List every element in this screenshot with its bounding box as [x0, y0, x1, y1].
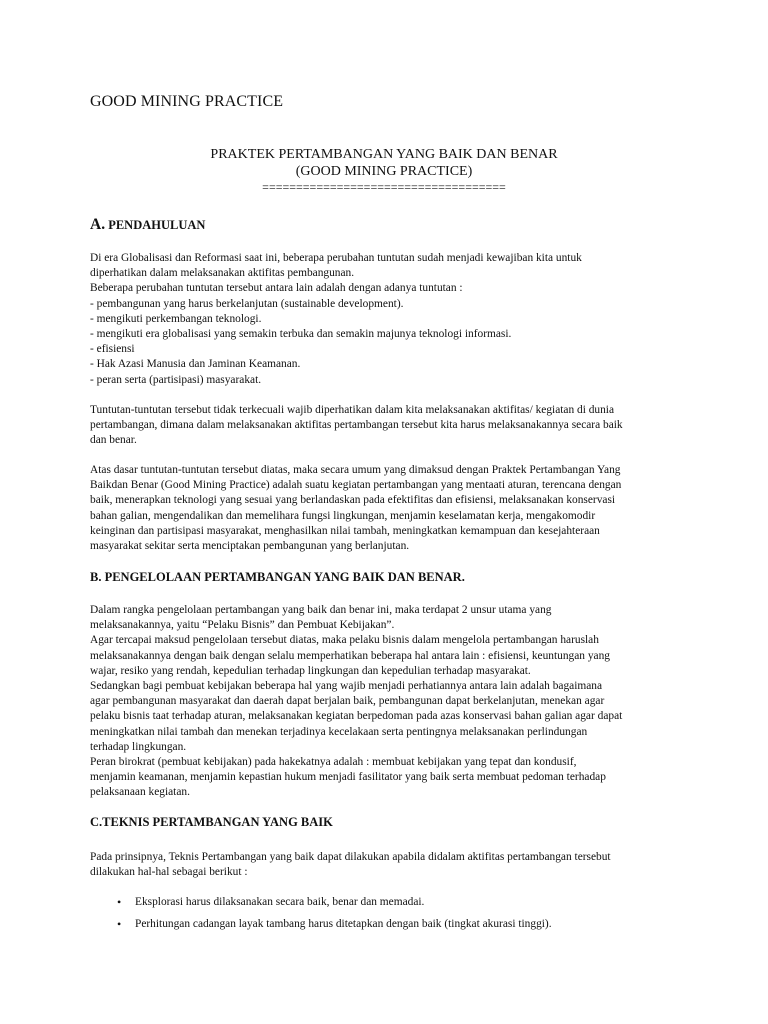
list-item: • Perhitungan cadangan layak tambang harus ditetapkan dengan baik (tingkat akurasi tinggi). — [90, 917, 690, 932]
text-line: melaksanakannya dengan baik dengan selalu memperhatikan beberapa hal antara lain : efisiensi, keuntungan yang — [90, 649, 610, 662]
text-line: menjamin keamanan, menjamin kepastian hukum menjadi fasilitator yang baik serta membuat pedoman terhadap — [90, 771, 606, 784]
text-line: Atas dasar tuntutan-tuntutan tersebut diatas, maka secara umum yang dimaksud dengan Praktek Pertambangan Yang — [90, 464, 621, 476]
text-line: Peran birokrat (pembuat kebijakan) pada hakekatnya adalah : membuat kebijakan yang tepat dan kondusif, — [90, 756, 577, 769]
section-a-heading — [90, 216, 205, 234]
list-item: • Eksplorasi harus dilaksanakan secara baik, benar dan memadai. — [90, 895, 690, 910]
text-line: agar pembangunan masyarakat dan daerah dapat berjalan baik, pembangunan dapat berkelanjutan, menekan agar — [90, 695, 605, 708]
text-line: pertambangan, dimana dalam melaksanakan aktifitas pertambangan tersebut kita harus melaksanakannya secara baik — [90, 419, 623, 432]
text-line: meningkatkan nilai tambah dan menekan terjadinya kecelakaan serta pentingnya melaksanakan perlindungan — [90, 725, 588, 738]
text-line: melaksanakannya, yaitu “Pelaku Bisnis” dan Pembuat Kebijakan”. — [90, 619, 395, 632]
section-c-bullet-list — [90, 895, 690, 939]
text-line: Pada prinsipnya, Teknis Pertambangan yang baik dapat dilakukan apabila didalam aktifitas pertambangan tersebut — [90, 851, 611, 863]
document-title: GOOD MINING PRACTICE — [90, 93, 284, 110]
text-line: Baikdan Benar (Good Mining Practice) adalah suatu kegiatan pertambangan yang mentaati aturan, terencana dengan — [90, 479, 622, 492]
section-a-title: PENDAHULUAN — [105, 218, 206, 232]
text-line: pelaksanaan kegiatan. — [90, 786, 190, 799]
main-title-line: PRAKTEK PERTAMBANGAN YANG BAIK DAN BENAR — [210, 147, 558, 162]
text-line: - Hak Azasi Manusia dan Jaminan Keamanan. — [90, 358, 301, 371]
text-line: baik, menerapkan teknologi yang sesuai yang berlandaskan pada efektifitas dan efisiensi, melaksanakan konservasi — [90, 494, 616, 507]
text-line: bahan galian, mengendalikan dan memelihara fungsi lingkungan, menjamin keselamatan kerja, mengakomodir — [90, 509, 596, 522]
text-line: diperhatikan dalam melaksanakan aktifitas pembangunan. — [90, 267, 355, 280]
text-line: terhadap lingkungan. — [90, 740, 187, 753]
text-line: keinginan dan partisipasi masyarakat, menghasilkan nilai tambah, meningkatkan kemampuan dan kesejahteraan — [90, 524, 600, 537]
text-line: Agar tercapai maksud pengelolaan tersebut diatas, maka pelaku bisnis dalam mengelola pertambangan haruslah — [90, 634, 599, 647]
section-a-intro — [90, 251, 690, 388]
section-a-paragraph-3 — [90, 463, 690, 554]
text-line: - peran serta (partisipasi) masyarakat. — [90, 373, 262, 386]
title-separator: ==================================== — [262, 180, 506, 194]
text-line: Dalam rangka pengelolaan pertambangan yang baik dan benar ini, maka terdapat 2 unsur utama yang — [90, 604, 552, 616]
text-line: masyarakat sekitar serta menciptakan pembangunan yang berlanjutan. — [90, 540, 410, 553]
main-title-subtitle: (GOOD MINING PRACTICE) — [295, 164, 473, 179]
main-title — [0, 146, 768, 194]
section-a-letter: A. — [90, 216, 106, 233]
section-a-paragraph-2 — [90, 403, 690, 449]
text-line: Sedangkan bagi pembuat kebijakan beberapa hal yang wajib menjadi perhatiannya antara lain adalah bagaimana — [90, 680, 603, 693]
text-line: dan benar. — [90, 434, 137, 447]
text-line: - pembangunan yang harus berkelanjutan (sustainable development). — [90, 297, 404, 310]
text-line: Beberapa perubahan tuntutan tersebut antara lain adalah dengan adanya tuntutan : — [90, 282, 463, 295]
section-c-heading: C.TEKNIS PERTAMBANGAN YANG BAIK — [90, 815, 333, 829]
text-line: dilakukan hal-hal sebagai berikut : — [90, 866, 248, 879]
text-line: Tuntutan-tuntutan tersebut tidak terkecuali wajib diperhatikan dalam kita melaksanakan aktifitas/ kegiatan di dunia — [90, 404, 615, 416]
text-line: - efisiensi — [90, 343, 135, 356]
text-line: pelaku bisnis taat terhadap aturan, melaksanakan kegiatan berpedoman pada azas konservasi bahan galian agar dapat — [90, 710, 623, 723]
section-b-heading: B. PENGELOLAAN PERTAMBANGAN YANG BAIK DAN BENAR. — [90, 570, 465, 584]
section-c-intro — [90, 850, 690, 880]
text-line: - mengikuti era globalisasi yang semakin terbuka dan semakin majunya teknologi informasi. — [90, 328, 512, 341]
text-line: wajar, resiko yang rendah, kepedulian terhadap lingkungan dan kepedulian terhadap masyarakat. — [90, 664, 531, 677]
text-line: Di era Globalisasi dan Reformasi saat ini, beberapa perubahan tuntutan sudah menjadi kewajiban kita untuk — [90, 252, 582, 264]
section-b-body — [90, 603, 690, 801]
text-line: - mengikuti perkembangan teknologi. — [90, 312, 262, 325]
